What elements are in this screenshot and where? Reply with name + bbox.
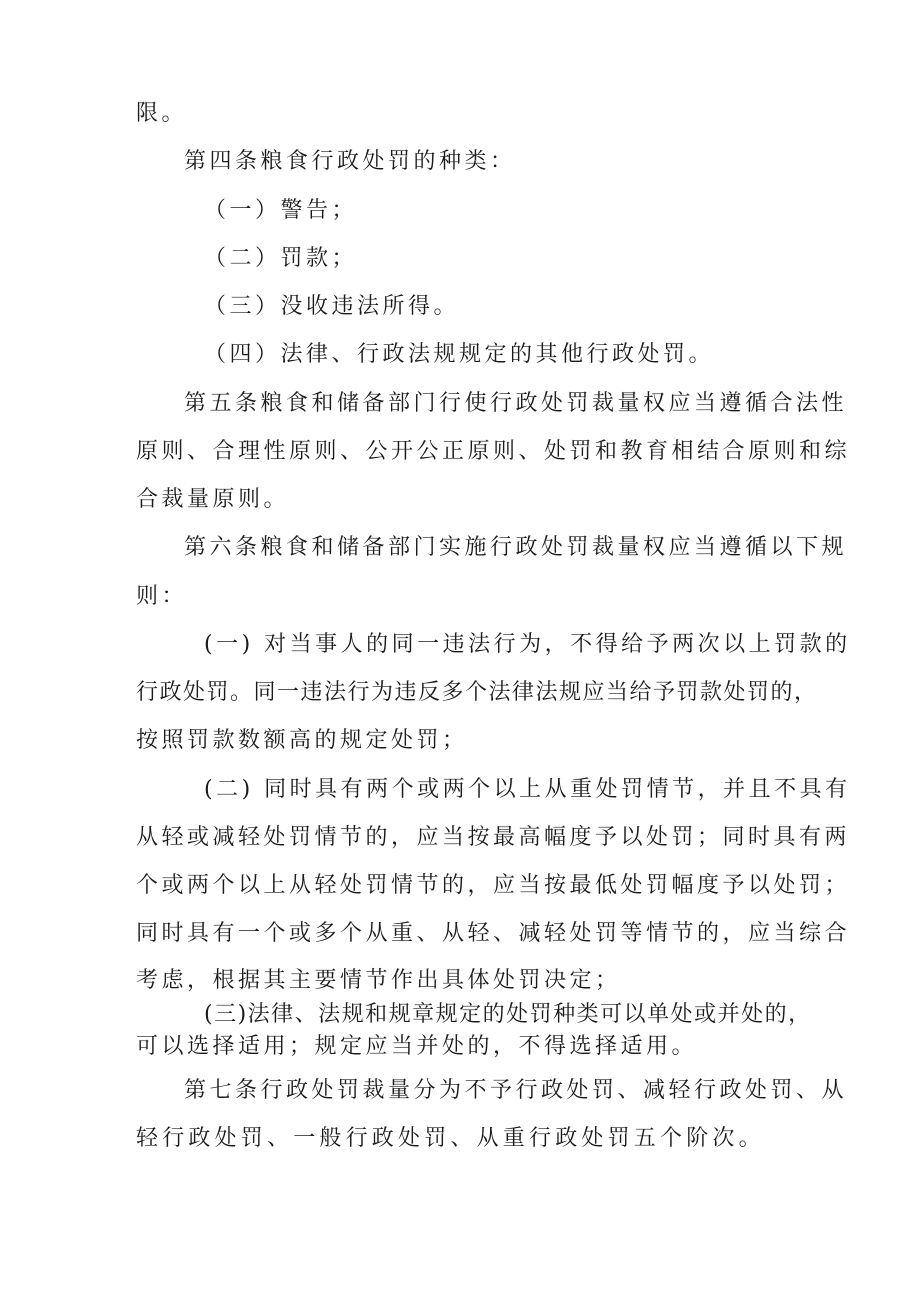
article-7-line: 轻行政处罚、一般行政处罚、从重行政处罚五个阶次。	[136, 1126, 765, 1151]
article-6-clause-2: (二) 同时具有两个或两个以上从重处罚情节，并且不具有	[204, 777, 851, 802]
article-6-clause-3: 可以选择适用；规定应当并处的，不得选择适用。	[136, 1034, 698, 1059]
text-line: 限。	[136, 101, 188, 126]
article-6-line: 则：	[136, 584, 188, 609]
list-item: （一）警告；	[204, 198, 358, 223]
article-5-line: 第五条粮食和储备部门行使行政处罚裁量权应当遵循合法性	[184, 391, 848, 416]
list-item: （四）法律、行政法规规定的其他行政处罚。	[204, 342, 715, 367]
article-6-clause-2: 考虑，根据其主要情节作出具体处罚决定；	[136, 968, 621, 993]
list-item: （二）罚款；	[204, 246, 358, 271]
article-6-clause-2: 同时具有一个或多个从重、从轻、减轻处罚等情节的，应当综合	[136, 921, 851, 946]
article-6-clause-2: 个或两个以上从轻处罚情节的，应当按最低处罚幅度予以处罚；	[136, 873, 851, 898]
article-6-clause-1: (一) 对当事人的同一违法行为，不得给予两次以上罚款的	[204, 632, 851, 657]
list-item: （三）没收违法所得。	[204, 294, 460, 319]
article-5-line: 原则、合理性原则、公开公正原则、处罚和教育相结合原则和综	[136, 439, 851, 464]
article-7-line: 第七条行政处罚裁量分为不予行政处罚、减轻行政处罚、从	[184, 1078, 848, 1103]
article-6-line: 第六条粮食和储备部门实施行政处罚裁量权应当遵循以下规	[184, 535, 848, 560]
article-4-heading: 第四条粮食行政处罚的种类：	[184, 149, 516, 174]
article-6-clause-2: 从轻或减轻处罚情节的，应当按最高幅度予以处罚；同时具有两	[136, 825, 851, 850]
article-6-clause-3: (三)法律、法规和规章规定的处罚种类可以单处或并处的，	[204, 1002, 812, 1027]
article-6-clause-1: 按照罚款数额高的规定处罚；	[136, 728, 468, 753]
article-5-line: 合裁量原则。	[136, 487, 290, 512]
article-6-clause-1: 行政处罚。同一违法行为违反多个法律法规应当给予罚款处罚的，	[136, 680, 818, 705]
